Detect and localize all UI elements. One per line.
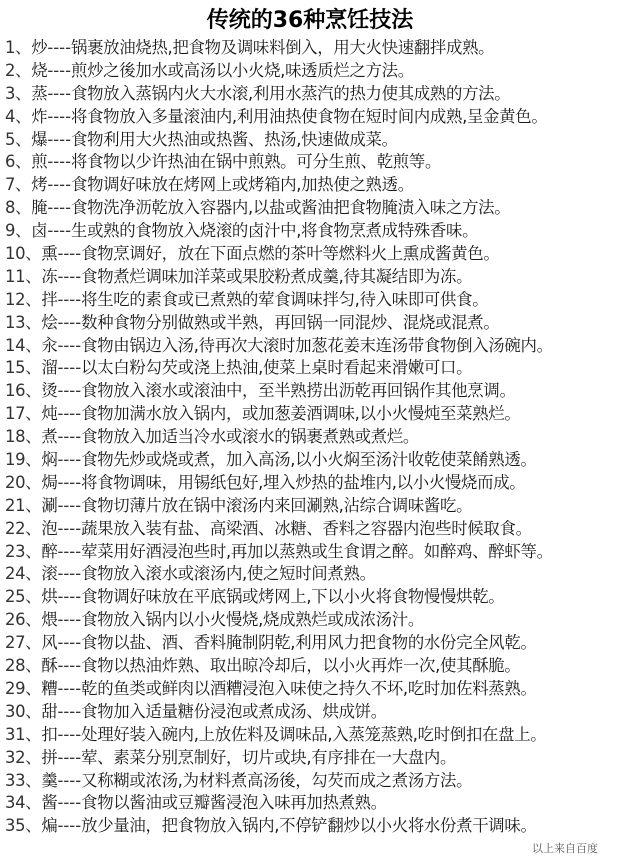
list-item bbox=[5, 335, 617, 358]
technique-description: 食物放入滚水或滚油中，至半熟捞出沥乾再回锅作其他烹调。 bbox=[81, 381, 516, 401]
technique-description: 食物煮烂调味加洋菜或果胶粉煮成羹,待其凝结即为冻。 bbox=[81, 266, 473, 286]
technique-name: 涮 bbox=[41, 495, 58, 515]
item-number: 15、 bbox=[5, 358, 42, 378]
technique-description: 食物切薄片放在锅中滚汤内来回涮熟,沾综合调味酱吃。 bbox=[81, 495, 473, 515]
technique-name: 煮 bbox=[41, 427, 58, 447]
technique-description: 食物调好味放在烤网上或烤箱内,加热使之熟透。 bbox=[71, 175, 414, 195]
list-item bbox=[5, 815, 617, 838]
separator: ---- bbox=[47, 60, 71, 80]
technique-description: 食物洗净沥乾放入容器内,以盐或酱油把食物腌渍入味之方法。 bbox=[71, 198, 511, 218]
list-item bbox=[5, 495, 617, 518]
item-number: 2、 bbox=[5, 60, 32, 80]
list-item bbox=[5, 60, 617, 83]
technique-name: 汆 bbox=[41, 335, 58, 355]
technique-description: 食物烹调好，放在下面点燃的茶叶等燃料火上熏成酱黄色。 bbox=[81, 244, 500, 264]
separator: ---- bbox=[57, 610, 82, 630]
technique-name: 烧 bbox=[31, 60, 48, 80]
list-item bbox=[5, 655, 617, 678]
list-item bbox=[5, 609, 617, 632]
separator: ---- bbox=[47, 106, 71, 126]
item-number: 32、 bbox=[5, 747, 42, 767]
separator: ---- bbox=[57, 381, 82, 401]
list-item bbox=[5, 678, 617, 701]
separator: ---- bbox=[47, 221, 71, 241]
technique-description: 锅裹放油烧热,把食物及调味料倒入，用大火快速翻拌成熟。 bbox=[71, 38, 495, 57]
separator: ---- bbox=[57, 541, 82, 561]
item-number: 21、 bbox=[5, 495, 42, 515]
item-number: 25、 bbox=[5, 587, 42, 607]
separator: ---- bbox=[57, 495, 82, 515]
technique-name: 风 bbox=[41, 633, 58, 653]
item-number: 6、 bbox=[5, 152, 32, 172]
separator: ---- bbox=[57, 816, 82, 836]
list-item bbox=[5, 197, 617, 220]
technique-description: 食物由锅边入汤,待再次大滚时加葱花姜末连汤带食物倒入汤碗内。 bbox=[81, 335, 553, 355]
technique-name: 溜 bbox=[41, 358, 58, 378]
item-number: 1、 bbox=[5, 38, 32, 57]
list-item bbox=[5, 701, 617, 724]
item-number: 17、 bbox=[5, 404, 42, 424]
technique-name: 羹 bbox=[41, 770, 58, 790]
item-number: 29、 bbox=[5, 678, 42, 698]
technique-name: 烘 bbox=[41, 587, 58, 607]
technique-description: 食物调好味放在平底锅或烤网上,下以小火将食物慢慢烘乾。 bbox=[81, 587, 505, 607]
separator: ---- bbox=[57, 701, 82, 721]
technique-name: 熏 bbox=[41, 244, 58, 264]
list-item bbox=[5, 106, 617, 129]
separator: ---- bbox=[47, 83, 71, 103]
item-number: 22、 bbox=[5, 518, 42, 538]
page-title: 传统的36种烹饪技法 bbox=[206, 8, 414, 33]
separator: ---- bbox=[57, 633, 82, 653]
technique-description: 将生吃的素食或已煮熟的荤食调味拌匀,待入味即可供食。 bbox=[81, 289, 489, 309]
technique-name: 煎 bbox=[31, 152, 48, 172]
list-item bbox=[5, 174, 617, 197]
list-item bbox=[5, 632, 617, 655]
technique-name: 煸 bbox=[41, 816, 58, 836]
technique-name: 冻 bbox=[41, 266, 58, 286]
technique-description: 食物利用大火热油或热酱、热汤,快速做成菜。 bbox=[71, 129, 398, 149]
item-number: 10、 bbox=[5, 244, 42, 264]
technique-description: 食物放入蒸锅内火大水滚,利用水蒸汽的热力使其成熟的方法。 bbox=[71, 83, 511, 103]
list-item bbox=[5, 747, 617, 770]
item-number: 19、 bbox=[5, 450, 42, 470]
separator: ---- bbox=[57, 244, 82, 264]
list-item bbox=[5, 403, 617, 426]
separator: ---- bbox=[57, 472, 82, 492]
item-number: 9、 bbox=[5, 221, 32, 241]
technique-name: 爆 bbox=[31, 129, 48, 149]
item-number: 27、 bbox=[5, 633, 42, 653]
item-number: 31、 bbox=[5, 724, 42, 744]
technique-name: 拼 bbox=[41, 747, 58, 767]
technique-name: 甜 bbox=[41, 701, 58, 721]
item-number: 11、 bbox=[5, 266, 42, 286]
technique-description: 以太白粉勾芡或浇上热油,使菜上桌时看起来滑嫩可口。 bbox=[81, 358, 473, 378]
item-number: 34、 bbox=[5, 793, 42, 813]
source-note: 以上来自百度 bbox=[532, 842, 598, 855]
separator: ---- bbox=[57, 678, 82, 698]
list-item bbox=[5, 770, 617, 793]
item-number: 5、 bbox=[5, 129, 32, 149]
list-item bbox=[5, 586, 617, 609]
technique-name: 焗 bbox=[41, 472, 58, 492]
technique-name: 焖 bbox=[41, 450, 58, 470]
separator: ---- bbox=[57, 266, 82, 286]
technique-description: 荤、素菜分别烹制好，切片或块,有序排在一大盘内。 bbox=[81, 747, 457, 767]
technique-list bbox=[5, 37, 617, 838]
separator: ---- bbox=[47, 38, 71, 57]
technique-name: 蒸 bbox=[31, 83, 48, 103]
separator: ---- bbox=[47, 198, 71, 218]
list-item bbox=[5, 563, 617, 586]
item-number: 35、 bbox=[5, 816, 42, 836]
separator: ---- bbox=[57, 450, 82, 470]
separator: ---- bbox=[57, 793, 82, 813]
separator: ---- bbox=[57, 427, 82, 447]
separator: ---- bbox=[57, 656, 82, 676]
technique-description: 荤菜用好酒浸泡些时,再加以蒸熟或生食谓之醉。如醉鸡、醉虾等。 bbox=[81, 541, 553, 561]
technique-name: 烤 bbox=[31, 175, 48, 195]
technique-name: 煨 bbox=[41, 610, 58, 630]
technique-description: 处理好装入碗内,上放佐料及调味品,入蒸笼蒸熟,吃时倒扣在盘上。 bbox=[81, 724, 547, 744]
technique-description: 煎炒之後加水或高汤以小火烧,味透质烂之方法。 bbox=[71, 60, 414, 80]
list-item bbox=[5, 541, 617, 564]
list-item bbox=[5, 380, 617, 403]
technique-description: 生或熟的食物放入烧滚的卤汁中,将食物烹煮成特殊香味。 bbox=[71, 221, 479, 241]
technique-description: 又称糊或浓汤,为材料煮高汤後，勾芡而成之煮汤方法。 bbox=[81, 770, 473, 790]
list-item bbox=[5, 266, 617, 289]
technique-name: 酱 bbox=[41, 793, 58, 813]
list-item bbox=[5, 518, 617, 541]
technique-description: 食物放入锅内以小火慢烧,烧成熟烂或成浓汤汁。 bbox=[81, 610, 424, 630]
technique-description: 食物以盐、酒、香料腌制阴乾,利用风力把食物的水份完全风乾。 bbox=[81, 633, 537, 653]
technique-name: 烫 bbox=[41, 381, 58, 401]
list-item bbox=[5, 83, 617, 106]
technique-name: 泡 bbox=[41, 518, 58, 538]
item-number: 4、 bbox=[5, 106, 32, 126]
item-number: 24、 bbox=[5, 564, 42, 584]
item-number: 23、 bbox=[5, 541, 42, 561]
item-number: 26、 bbox=[5, 610, 42, 630]
separator: ---- bbox=[57, 518, 82, 538]
technique-name: 炒 bbox=[31, 38, 48, 57]
list-item bbox=[5, 37, 617, 60]
item-number: 20、 bbox=[5, 472, 42, 492]
item-number: 14、 bbox=[5, 335, 42, 355]
technique-name: 滚 bbox=[41, 564, 58, 584]
list-item bbox=[5, 792, 617, 815]
technique-name: 烩 bbox=[41, 312, 58, 332]
technique-name: 炸 bbox=[31, 106, 48, 126]
item-number: 3、 bbox=[5, 83, 32, 103]
list-item bbox=[5, 220, 617, 243]
separator: ---- bbox=[57, 770, 82, 790]
technique-description: 乾的鱼类或鲜肉以酒糟浸泡入味使之持久不坏,吃时加佐料蒸熟。 bbox=[81, 678, 537, 698]
separator: ---- bbox=[57, 404, 82, 424]
separator: ---- bbox=[57, 358, 82, 378]
item-number: 30、 bbox=[5, 701, 42, 721]
item-number: 8、 bbox=[5, 198, 32, 218]
item-number: 16、 bbox=[5, 381, 42, 401]
separator: ---- bbox=[57, 335, 82, 355]
separator: ---- bbox=[47, 175, 71, 195]
item-number: 12、 bbox=[5, 289, 42, 309]
item-number: 18、 bbox=[5, 427, 42, 447]
technique-description: 放少量油，把食物放入锅内,不停铲翻炒以小火将水份煮干调味。 bbox=[81, 816, 537, 836]
technique-description: 食物加满水放入锅内，或加葱姜酒调味,以小火慢炖至菜熟烂。 bbox=[81, 404, 521, 424]
technique-description: 食物放入滚水或滚汤内,使之短时间煮熟。 bbox=[81, 564, 376, 584]
technique-name: 醉 bbox=[41, 541, 58, 561]
technique-description: 数种食物分别做熟或半熟，再回锅一同混炒、混烧或混煮。 bbox=[81, 312, 500, 332]
technique-description: 蔬果放入装有盐、高梁酒、冰糖、香料之容器内泡些时候取食。 bbox=[81, 518, 532, 538]
list-item bbox=[5, 426, 617, 449]
technique-name: 扣 bbox=[41, 724, 58, 744]
separator: ---- bbox=[57, 747, 82, 767]
separator: ---- bbox=[47, 129, 71, 149]
list-item bbox=[5, 129, 617, 152]
technique-description: 食物放入加适当冷水或滚水的锅裹煮熟或煮烂。 bbox=[81, 427, 420, 447]
list-item bbox=[5, 151, 617, 174]
technique-description: 食物以酱油或豆瓣酱浸泡入味再加热煮熟。 bbox=[81, 793, 387, 813]
technique-description: 将食物调味，用锡纸包好,埋入炒热的盐堆内,以小火慢烧而成。 bbox=[81, 472, 526, 492]
item-number: 13、 bbox=[5, 312, 42, 332]
technique-description: 食物先炒或烧或煮，加入高汤,以小火焖至汤汁收乾使菜餚熟透。 bbox=[81, 450, 537, 470]
separator: ---- bbox=[57, 312, 82, 332]
list-item bbox=[5, 312, 617, 335]
separator: ---- bbox=[57, 587, 82, 607]
list-item bbox=[5, 357, 617, 380]
separator: ---- bbox=[57, 289, 82, 309]
list-item bbox=[5, 243, 617, 266]
item-number: 28、 bbox=[5, 656, 42, 676]
list-item bbox=[5, 724, 617, 747]
technique-description: 将食物以少许热油在锅中煎熟。可分生煎、乾煎等。 bbox=[71, 152, 442, 172]
list-item bbox=[5, 449, 617, 472]
separator: ---- bbox=[47, 152, 71, 172]
separator: ---- bbox=[57, 564, 82, 584]
item-number: 7、 bbox=[5, 175, 32, 195]
technique-name: 拌 bbox=[41, 289, 58, 309]
list-item bbox=[5, 472, 617, 495]
technique-name: 炖 bbox=[41, 404, 58, 424]
separator: ---- bbox=[57, 724, 82, 744]
list-item bbox=[5, 289, 617, 312]
technique-name: 酥 bbox=[41, 656, 58, 676]
technique-name: 腌 bbox=[31, 198, 48, 218]
technique-name: 糟 bbox=[41, 678, 58, 698]
item-number: 33、 bbox=[5, 770, 42, 790]
technique-description: 将食物放入多量滚油内,利用油热使食物在短时间内成熟,呈金黄色。 bbox=[71, 106, 548, 126]
technique-description: 食物加入适量糖份浸泡或煮成汤、烘成饼。 bbox=[81, 701, 387, 721]
technique-description: 食物以热油炸熟、取出晾冷却后，以小火再炸一次,使其酥脆。 bbox=[81, 656, 521, 676]
technique-name: 卤 bbox=[31, 221, 48, 241]
